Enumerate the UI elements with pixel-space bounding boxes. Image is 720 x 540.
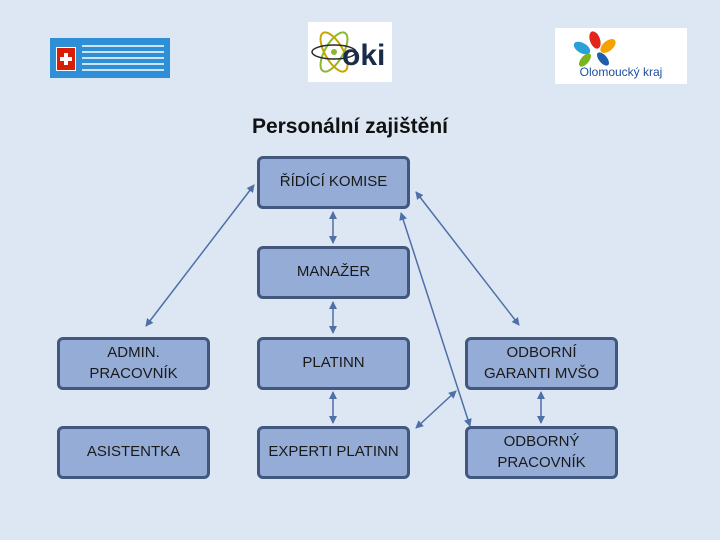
box-asistentka: ASISTENTKA [57, 426, 210, 479]
oki-logo-text: oki [342, 39, 386, 72]
olomoucky-kraj-logo-text: Olomoucký kraj [579, 65, 663, 79]
connector-experti-odborny [416, 391, 456, 428]
box-platinn: PLATINN [257, 337, 410, 390]
connector-komise-odborny [401, 213, 470, 426]
box-manazer: MANAŽER [257, 246, 410, 299]
box-odborny-pracovnik: ODBORNÝ PRACOVNÍK [465, 426, 618, 479]
box-admin-pracovnik: ADMIN. PRACOVNÍK [57, 337, 210, 390]
box-odborni-garanti: ODBORNÍ GARANTI MVŠO [465, 337, 618, 390]
page-title: Personální zajištění [251, 115, 449, 138]
box-ridici-komise: ŘÍDÍCÍ KOMISE [257, 156, 410, 209]
box-experti-platinn: EXPERTI PLATINN [257, 426, 410, 479]
connector-komise-admin [146, 185, 254, 326]
